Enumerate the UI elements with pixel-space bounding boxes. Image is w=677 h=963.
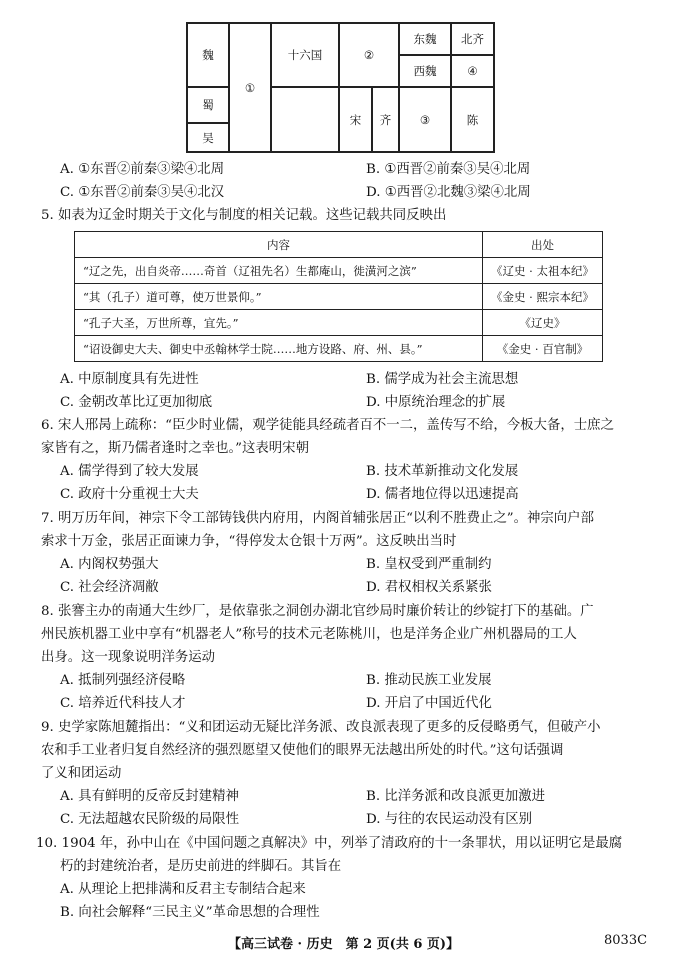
table-header-source: 出处 <box>483 232 603 258</box>
q7-option-c: C. 社会经济凋敝 <box>60 580 159 595</box>
q10-option-b: B. 向社会解释“三民主义”革命思想的合理性 <box>60 905 320 920</box>
q9-option-b: B. 比洋务派和改良派更加激进 <box>366 789 546 804</box>
q6-stem-line: 家皆有之，斯乃儒者逢时之幸也。”这表明宋朝 <box>41 441 309 456</box>
cell-text: 陈 <box>466 112 479 127</box>
table-header-row <box>75 232 603 258</box>
cell-sixteen-kingdoms <box>271 23 339 87</box>
q7-option-a: A. 内阁权势强大 <box>60 557 159 572</box>
table-cell-content: “辽之先，出自炎帝……奇首（辽祖先名）生都庵山，徙潢河之滨” <box>75 258 483 284</box>
cell-text: ③ <box>419 112 431 127</box>
cell-qi <box>372 87 399 152</box>
q8-stem-line: 8. 张謇主办的南通大生纱厂，是依靠张之洞创办湖北官纱局时廉价转让的纱锭打下的基础。广 <box>41 604 594 619</box>
q5-option-c: C. 金朝改革比辽更加彻底 <box>60 395 213 410</box>
cell-3 <box>399 87 451 152</box>
q8-option-c: C. 培养近代科技人才 <box>60 696 186 711</box>
cell-text: 宋 <box>349 112 362 127</box>
table-cell-content: “诏设御史大夫、御史中丞翰林学士院……地方设路、府、州、县。” <box>75 336 483 362</box>
q10-option-a: A. 从理论上把排满和反君主专制结合起来 <box>60 882 306 897</box>
q9-stem-line: 了义和团运动 <box>41 766 122 781</box>
cell-wei <box>187 23 229 87</box>
cell-text: 齐 <box>379 112 392 127</box>
cell-shu <box>187 87 229 123</box>
table-cell-source: 《辽史 · 太祖本纪》 <box>483 258 603 284</box>
q8-option-d: D. 开启了中国近代化 <box>366 696 492 711</box>
table-row <box>75 336 603 362</box>
cell-chen <box>451 87 494 152</box>
q10-stem-line: 朽的封建统治者，是历史前进的绊脚石。其旨在 <box>60 859 342 874</box>
cell-text: ② <box>363 48 375 62</box>
cell-text: ① <box>244 80 256 95</box>
q5-stem: 5. 如表为辽金时期关于文化与制度的相关记载。这些记载共同反映出 <box>41 208 447 223</box>
cell-text: ④ <box>467 64 478 78</box>
cell-1 <box>229 23 271 152</box>
q8-stem-line: 出身。这一现象说明洋务运动 <box>41 650 216 665</box>
table-cell-source: 《辽史》 <box>483 310 603 336</box>
q4-option-c: C. ①东晋②前秦③吴④北汉 <box>60 185 225 200</box>
cell-4 <box>451 55 494 87</box>
cell-text: 东魏 <box>413 32 437 46</box>
q9-option-a: A. 具有鲜明的反帝反封建精神 <box>60 789 239 804</box>
q9-option-c: C. 无法超越农民阶级的局限性 <box>60 812 239 827</box>
dynasty-chart <box>186 22 495 153</box>
q8-option-a: A. 抵制列强经济侵略 <box>60 673 186 688</box>
q7-stem-line: 7. 明万历年间，神宗下令工部铸钱供内府用，内阁首辅张居正“以利不胜费止之”。神宗向户部 <box>41 511 594 526</box>
q7-stem-line: 索求十万金，张居正面谏力争，“得停发太仓银十万两”。这反映出当时 <box>41 534 457 549</box>
q5-option-b: B. 儒学成为社会主流思想 <box>366 372 519 387</box>
q4-option-a: A. ①东晋②前秦③梁④北周 <box>60 162 225 177</box>
table-header-content: 内容 <box>75 232 483 258</box>
cell-text: 十六国 <box>287 48 323 62</box>
q8-stem-line: 州民族机器工业中享有“机器老人”称号的技术元老陈桃川，也是洋务企业广州机器局的工人 <box>41 627 577 642</box>
cell-blank <box>271 87 339 152</box>
q9-stem-line: 农和手工业者归复自然经济的强烈愿望又使他们的眼界无法越出所处的时代。”这句话强调 <box>41 743 564 758</box>
q9-stem-line: 9. 史学家陈旭麓指出：“义和团运动无疑比洋务派、改良派表现了更多的反侵略勇气，但破产小 <box>41 720 601 735</box>
q7-option-d: D. 君权相权关系紧张 <box>366 580 492 595</box>
table-row <box>75 284 603 310</box>
table-cell-content: “其（孔子）道可尊，使万世景仰。” <box>75 284 483 310</box>
cell-dongwei <box>399 23 451 55</box>
q8-option-b: B. 推动民族工业发展 <box>366 673 492 688</box>
cell-text: 西魏 <box>413 64 437 78</box>
table-row <box>75 310 603 336</box>
q9-option-d: D. 与往的农民运动没有区别 <box>366 812 533 827</box>
footer-page-info: 【高三试卷 · 历史 第 2 页(共 6 页)】 <box>228 937 460 952</box>
cell-beiqi <box>451 23 494 55</box>
q5-option-a: A. 中原制度具有先进性 <box>60 372 199 387</box>
cell-wu <box>187 123 229 152</box>
q5-option-d: D. 中原统治理念的扩展 <box>366 395 506 410</box>
q6-option-d: D. 儒者地位得以迅速提高 <box>366 487 519 502</box>
table-cell-source: 《金史 · 百官制》 <box>483 336 603 362</box>
q6-option-b: B. 技术革新推动文化发展 <box>366 464 519 479</box>
q6-stem-line: 6. 宋人邢昺上疏称：“臣少时业儒，观学徒能具经疏者百不一二，盖传写不给，今板大备，士庶之 <box>41 418 614 433</box>
q4-option-b: B. ①西晋②前秦③吴④北周 <box>366 162 531 177</box>
cell-text: 吴 <box>202 130 214 145</box>
cell-text: 魏 <box>202 48 214 62</box>
footer-exam-code: 8033C <box>604 933 648 948</box>
q6-option-c: C. 政府十分重视士大夫 <box>60 487 199 502</box>
q4-option-d: D. ①西晋②北魏③梁④北周 <box>366 185 531 200</box>
q5-table <box>74 231 603 362</box>
table-cell-content: “孔子大圣，万世所尊，宜先。” <box>75 310 483 336</box>
q7-option-b: B. 皇权受到严重制约 <box>366 557 492 572</box>
cell-xiwei <box>399 55 451 87</box>
q10-stem-line: 10. 1904 年，孙中山在《中国问题之真解决》中，列举了清政府的十一条罪状，用以证明它是最腐 <box>36 836 623 851</box>
cell-text: 北齐 <box>461 32 484 46</box>
table-row <box>75 258 603 284</box>
cell-2 <box>339 23 399 87</box>
table-cell-source: 《金史 · 熙宗本纪》 <box>483 284 603 310</box>
cell-song <box>339 87 372 152</box>
cell-text: 蜀 <box>202 98 214 112</box>
q6-option-a: A. 儒学得到了较大发展 <box>60 464 199 479</box>
